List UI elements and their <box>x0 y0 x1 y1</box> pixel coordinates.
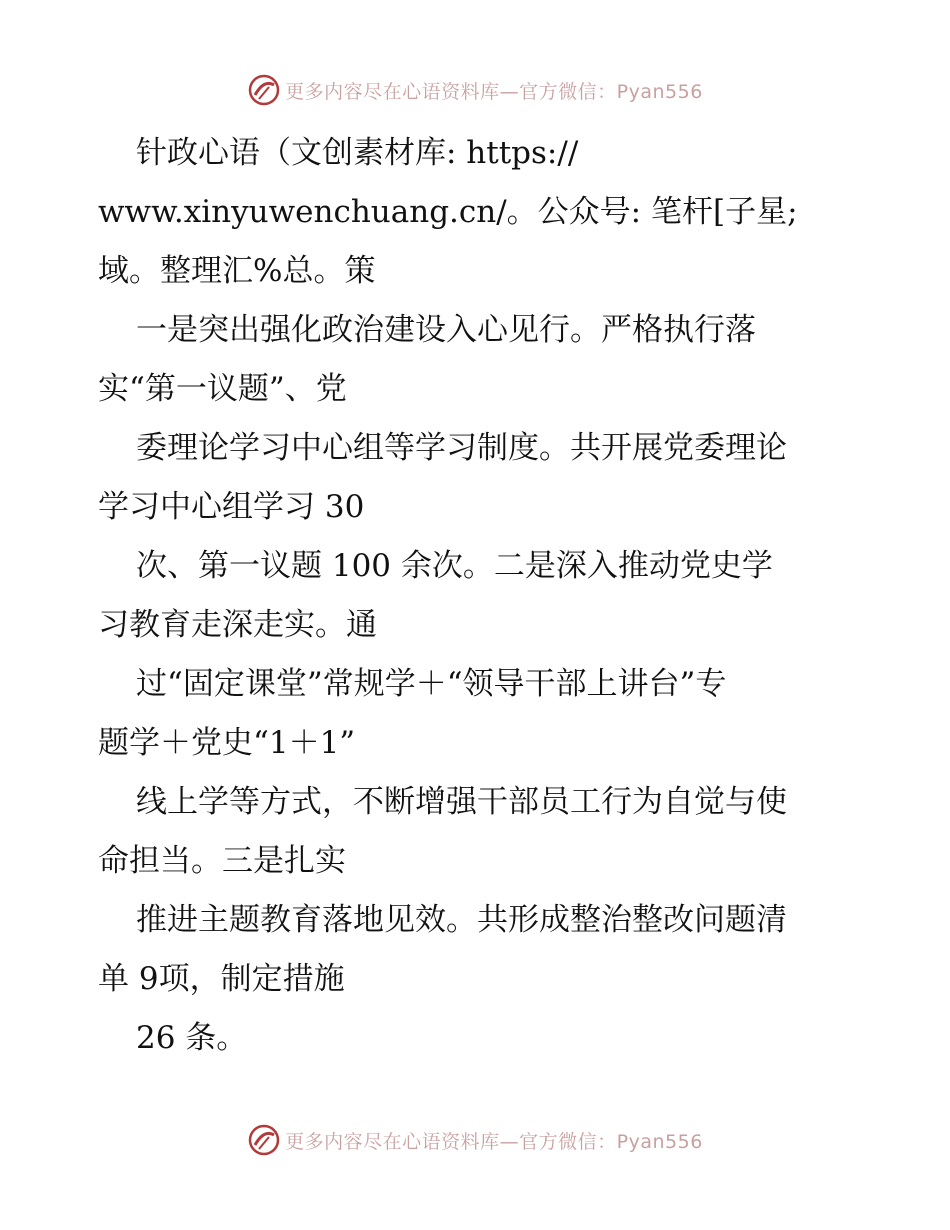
text-line: 线上学等方式，不断增强干部员工行为自觉与使 <box>136 784 787 820</box>
footer-banner-text: 更多内容尽在心语资料库—官方微信：Pyan556 <box>285 1130 703 1153</box>
paragraph <box>98 773 868 891</box>
text-line: 推进主题教育落地见效。共形成整治整改问题清 <box>136 902 787 938</box>
text-line: 过“固定课堂”常规学＋“领导干部上讲台”专 <box>136 666 727 702</box>
paragraph <box>98 1009 868 1068</box>
document-body <box>98 124 868 1068</box>
text-line: 次、第一议题 100 余次。二是深入推动党史学 <box>136 548 773 584</box>
text-line: 一是突出强化政治建设入心见行。严格执行落 <box>136 312 756 348</box>
text-line: 单 9项，制定措施 <box>98 961 345 997</box>
text-line: 针政心语（文创素材库: https:// <box>136 135 579 171</box>
paragraph <box>98 537 868 655</box>
xinyu-logo-icon <box>247 73 281 107</box>
paragraph <box>98 655 868 773</box>
paragraph <box>98 891 868 1009</box>
xinyu-logo-icon <box>247 1123 281 1157</box>
text-line: 域。整理汇%总。策 <box>98 253 376 289</box>
text-line: 命担当。三是扎实 <box>98 843 346 879</box>
text-line: 学习中心组学习 30 <box>98 489 365 525</box>
paragraph <box>98 124 868 301</box>
text-line: 委理论学习中心组等学习制度。共开展党委理论 <box>136 430 787 466</box>
text-line: 26 条。 <box>136 1020 248 1056</box>
header-banner-text: 更多内容尽在心语资料库—官方微信：Pyan556 <box>285 80 703 103</box>
text-line: 实“第一议题”、党 <box>98 371 347 407</box>
footer-watermark <box>0 1123 950 1157</box>
text-line: www.xinyuwenchuang.cn/。公众号: 笔杆[子星; <box>98 194 798 230</box>
paragraph <box>98 301 868 419</box>
header-watermark <box>0 73 950 107</box>
paragraph <box>98 419 868 537</box>
text-line: 题学＋党史“1＋1” <box>98 725 356 761</box>
text-line: 习教育走深走实。通 <box>98 607 377 643</box>
